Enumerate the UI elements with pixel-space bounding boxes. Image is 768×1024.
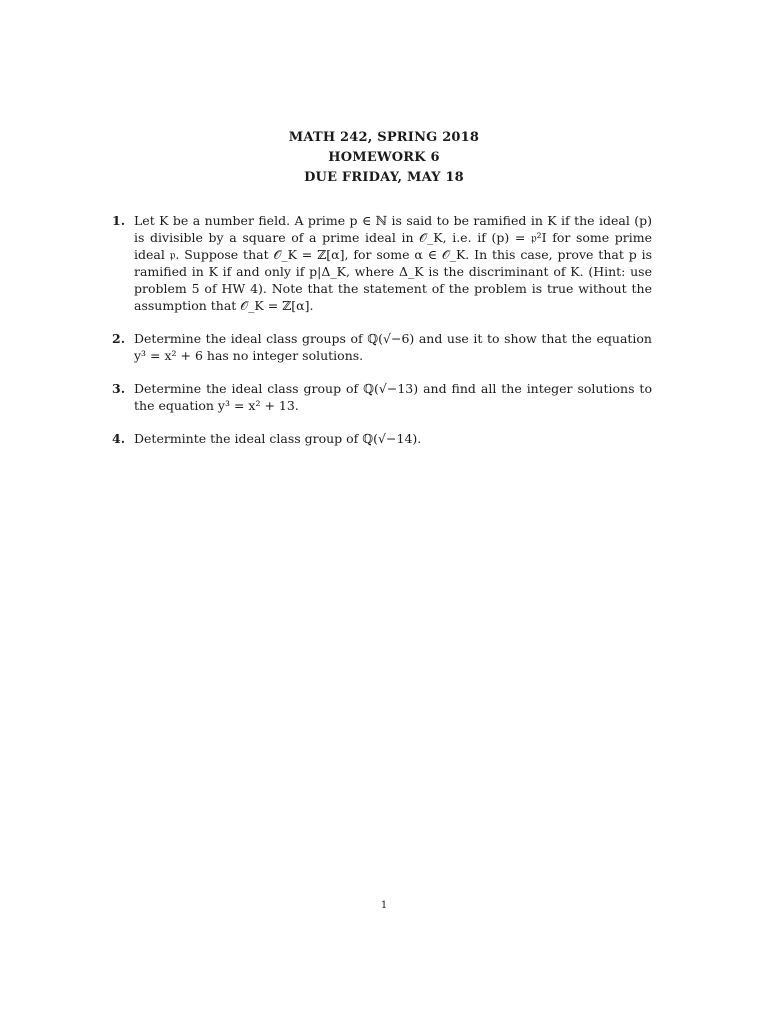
problem-number: 2.: [112, 331, 126, 346]
problem-text: Determine the ideal class group of ℚ(√−13) and find all the integer solutions to the equation y³ = x² + 13.: [134, 381, 652, 413]
problem-1: [112, 212, 652, 314]
title-block: [0, 128, 768, 188]
problem-2: [112, 330, 652, 364]
problem-3: [112, 380, 652, 414]
problem-text: Determinte the ideal class group of ℚ(√−14).: [134, 431, 422, 446]
problem-number: 1.: [112, 213, 126, 228]
course-title: MATH 242, SPRING 2018: [288, 130, 480, 145]
due-date: DUE FRIDAY, MAY 18: [304, 170, 464, 185]
problem-number: 3.: [112, 381, 126, 396]
page-number: 1: [380, 900, 388, 911]
homework-title: HOMEWORK 6: [328, 150, 440, 165]
problem-text: Determine the ideal class groups of ℚ(√−6) and use it to show that the equation y³ = x² + 6 has no integer solutions.: [134, 331, 652, 363]
problem-list: [112, 212, 652, 463]
problem-4: [112, 430, 652, 447]
problem-text: Let K be a number field. A prime p ∈ ℕ is said to be ramified in K if the ideal (p) is divisible by a square of a prime ideal in 𝒪_K, i.e. if (p) = 𝔭²I for some prime ideal 𝔭. Suppose that 𝒪_K = ℤ[α], for some α ∈ 𝒪_K. In this case, prove that p is ramified in K if and only if p|Δ_K, where Δ_K is the discriminant of K. (Hint: use problem 5 of HW 4). Note that the statement of the problem is true without the assumption that 𝒪_K = ℤ[α].: [134, 213, 652, 313]
problem-number: 4.: [112, 431, 126, 446]
